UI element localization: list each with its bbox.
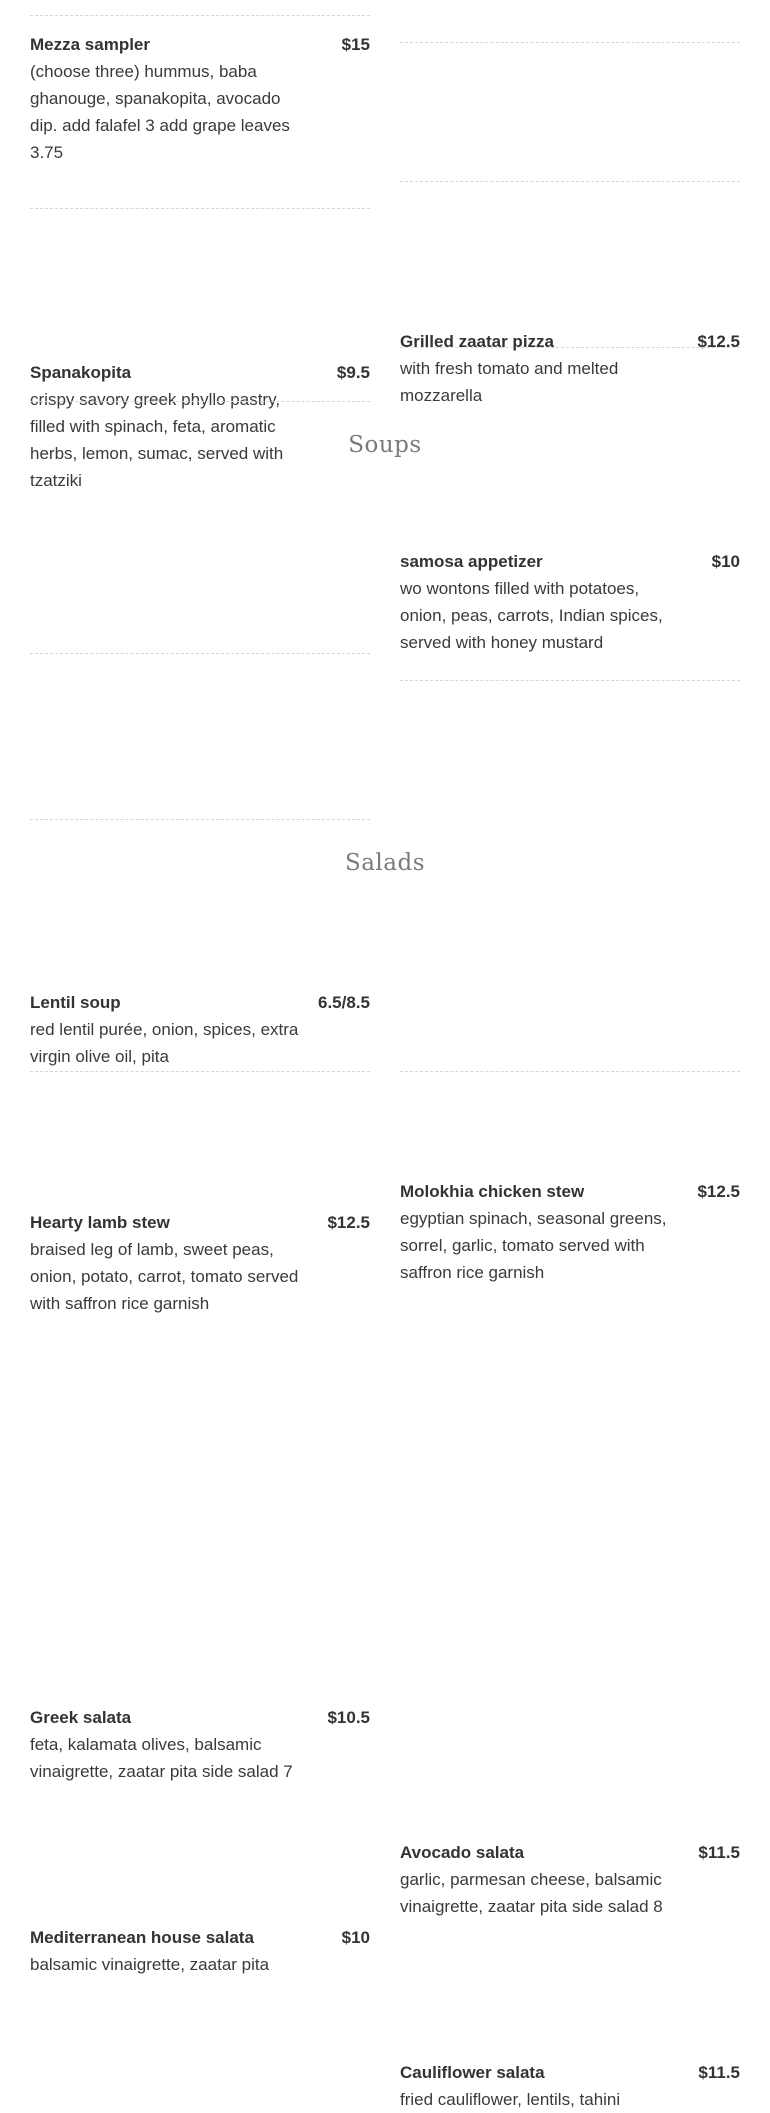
divider	[400, 1071, 740, 1072]
divider	[30, 15, 370, 16]
divider	[400, 181, 740, 182]
item-price: $12.5	[697, 332, 740, 351]
item-description: balsamic vinaigrette, zaatar pita	[30, 1955, 270, 1974]
item-description: wo wontons filled with potatoes, onion, peas, carrots, Indian spices, served with honey mustard	[400, 579, 663, 652]
menu-item	[400, 548, 740, 656]
divider	[30, 401, 370, 402]
item-name: Grilled zaatar pizza	[400, 332, 554, 351]
item-description: egyptian spinach, seasonal greens, sorrel, garlic, tomato served with saffron rice garnish	[400, 1209, 667, 1282]
menu-item	[400, 1178, 740, 1286]
item-price: $11.5	[698, 2063, 740, 2082]
item-price: 6.5/8.5	[318, 993, 370, 1012]
item-description: feta, kalamata olives, balsamic vinaigrette, zaatar pita side salad 7	[30, 1735, 293, 1781]
item-name: Avocado salata	[400, 1843, 525, 1862]
divider	[30, 208, 370, 209]
divider	[30, 819, 370, 820]
item-description: braised leg of lamb, sweet peas, onion, potato, carrot, tomato served with saffron rice garnish	[30, 1240, 299, 1313]
divider	[30, 653, 370, 654]
item-name: Hearty lamb stew	[30, 1213, 170, 1232]
item-name: Spanakopita	[30, 363, 132, 382]
item-description: crispy savory greek phyllo pastry, filled with spinach, feta, aromatic herbs, lemon, sumac, served with tzatziki	[30, 390, 284, 490]
item-description: fried cauliflower, lentils, tahini	[400, 2090, 621, 2109]
item-name: Greek salata	[30, 1708, 132, 1727]
divider	[400, 42, 740, 43]
menu-item	[400, 1839, 740, 1920]
item-description: red lentil purée, onion, spices, extra virgin olive oil, pita	[30, 1020, 299, 1066]
item-price: $12.5	[697, 1182, 740, 1201]
item-name: Lentil soup	[30, 993, 121, 1012]
menu-item	[30, 31, 370, 166]
item-name: Mediterranean house salata	[30, 1928, 254, 1947]
item-name: samosa appetizer	[400, 552, 543, 571]
item-price: $11.5	[698, 1843, 740, 1862]
menu-item	[30, 989, 370, 1070]
item-description: with fresh tomato and melted mozzarella	[400, 359, 619, 405]
item-price: $10.5	[327, 1708, 370, 1727]
divider	[30, 1071, 370, 1072]
item-description: (choose three) hummus, baba ghanouge, spanakopita, avocado dip. add falafel 3 add grape leaves 3.75	[30, 62, 290, 162]
menu-item	[30, 359, 370, 494]
item-name: Mezza sampler	[30, 35, 150, 54]
menu-item	[30, 1209, 370, 1317]
item-price: $10	[711, 552, 740, 571]
divider	[400, 347, 740, 348]
item-price: $12.5	[327, 1213, 370, 1232]
menu-item	[30, 1704, 370, 1785]
item-name: Molokhia chicken stew	[400, 1182, 585, 1201]
divider	[400, 680, 740, 681]
item-price: $15	[341, 35, 370, 54]
section-title-soups: Soups	[348, 432, 422, 458]
item-description: garlic, parmesan cheese, balsamic vinaigrette, zaatar pita side salad 8	[400, 1870, 663, 1916]
menu-item	[400, 328, 740, 409]
item-name: Cauliflower salata	[400, 2063, 545, 2082]
menu-item	[400, 2059, 740, 2113]
item-price: $9.5	[336, 363, 370, 382]
menu-item	[30, 1924, 370, 1978]
section-title-salads: Salads	[344, 850, 426, 876]
item-price: $10	[341, 1928, 370, 1947]
